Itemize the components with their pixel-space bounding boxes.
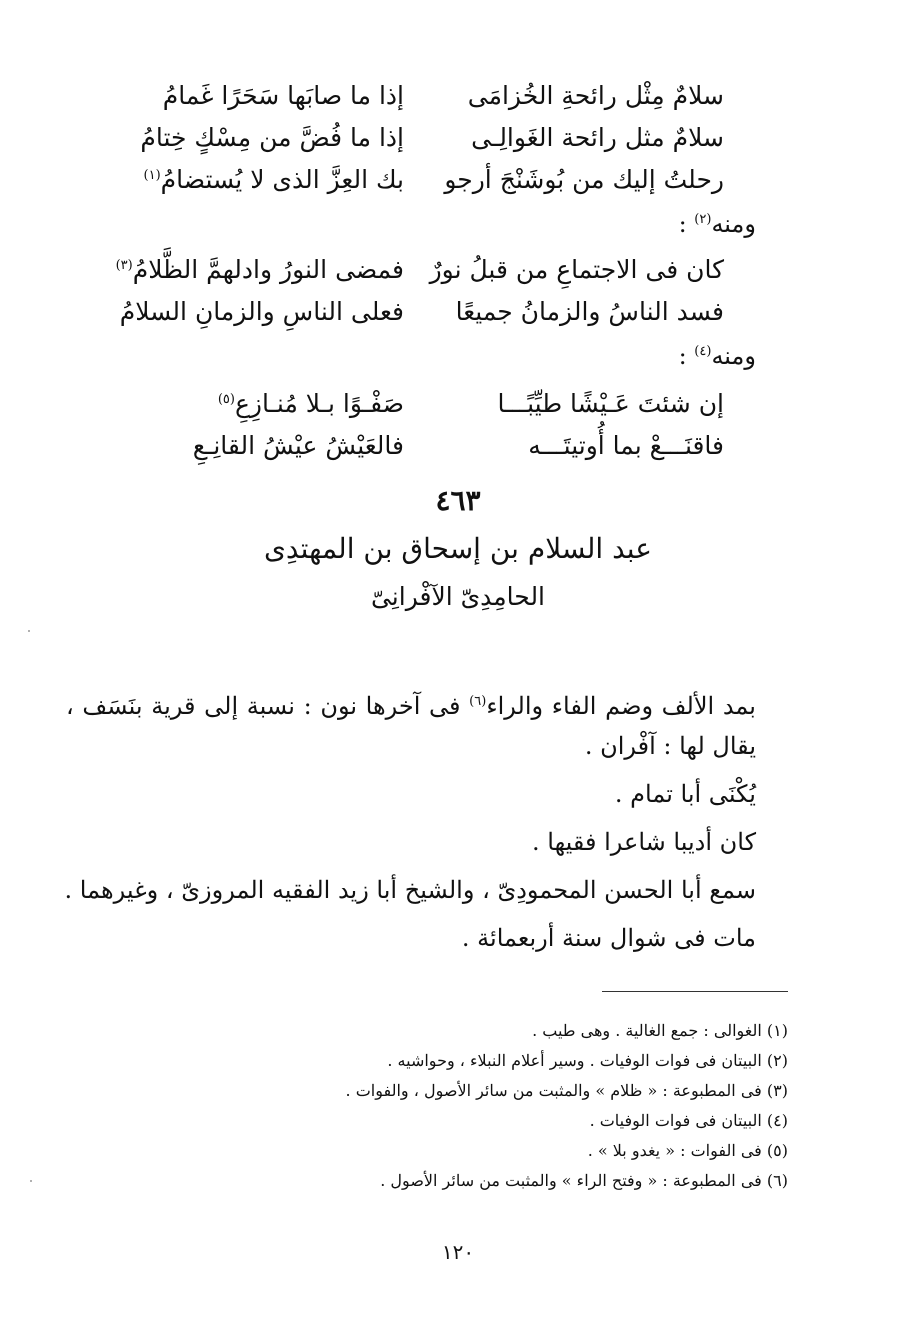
verse-first-hemistich: إن شئتَ عَـيْشًا طيِّبًـــا [497, 389, 724, 418]
section-intro: ومنه$^{(٢)}$ : [678, 210, 756, 238]
verse-second-hemistich: بك العِزَّ الذى لا يُستضامُ$^{(١)}$ [143, 165, 404, 194]
verse-line [134, 424, 724, 468]
verse-second-hemistich: إذا ما صابَها سَحَرًا غَمامُ [162, 81, 404, 110]
footnote: (٥) فى الفوات : « يغدو بلا » . [587, 1141, 788, 1160]
verse-first-hemistich: رحلتُ إليك من بُوشَنْجَ أرجو [444, 165, 724, 194]
verse-line [134, 116, 724, 160]
verse-first-hemistich: فاقنَـــعْ بما أُوتيتَـــه [528, 431, 724, 460]
section-intro: ومنه$^{(٤)}$ : [678, 342, 756, 370]
verse-line [115, 248, 724, 292]
verse-line [134, 74, 724, 118]
entry-name: عبد السلام بن إسحاق بن المهتدِى [264, 532, 652, 565]
footnote: (٣) فى المطبوعة : « ظلام » والمثبت من سائر الأصول ، والفوات . [345, 1081, 788, 1100]
footnote-divider [602, 991, 788, 992]
verse-line [119, 290, 724, 334]
footnote-marker: (٤) [694, 344, 712, 359]
footnote-marker: (٢) [694, 212, 712, 227]
verse-first-hemistich: سلامٌ مِثْل رائحةِ الخُزامَى [467, 81, 724, 110]
footnote-marker: (٣) [115, 258, 133, 273]
footnote: (٦) فى المطبوعة : « وفتح الراء » والمثبت من سائر الأصول . [380, 1171, 788, 1190]
verse-second-hemistich: إذا ما فُضَّ من مِسْكٍ خِتامُ [140, 123, 404, 152]
footnote-marker: (٦) [469, 694, 487, 709]
verse-first-hemistich: كان فى الاجتماعِ من قبلُ نورٌ [429, 255, 724, 284]
footnote: (٢) البيتان فى فوات الوفيات . وسير أعلام النبلاء ، وحواشيه . [387, 1051, 788, 1070]
entry-number: ٤٦٣ [435, 484, 481, 517]
verse-second-hemistich: فمضى النورُ وادلهمَّ الظَّلامُ$^{(٣)}$ [115, 255, 404, 284]
verse-second-hemistich: صَفْـوًا بـلا مُنـازِعِ$^{(٥)}$ [217, 389, 404, 418]
entry-nisba: الحامِدِىّ الآفْرانِىّ [370, 582, 546, 611]
entry-line: كان أديبا شاعرا فقيها . [532, 828, 756, 856]
verse-line [134, 158, 724, 202]
entry-line: يُكْنَى أبا تمام . [614, 780, 756, 808]
entry-paragraph: بمد الألف وضم الفاء والراء$^{(٦)}$ فى آخرها نون : نسبة إلى قرية بنَسَف ، يقال لها : آفْران . [66, 692, 756, 760]
verse-first-hemistich: فسد الناسُ والزمانُ جميعًا [455, 297, 724, 326]
footnote-marker: (١) [143, 168, 161, 183]
entry-line: مات فى شوال سنة أربعمائة . [461, 924, 756, 952]
verse-second-hemistich: فالعَيْشُ عيْشُ القانِـعِ [192, 431, 404, 460]
verse-line [134, 382, 724, 426]
verse-second-hemistich: فعلى الناسِ والزمانِ السلامُ [119, 297, 404, 326]
footnote: (٤) البيتان فى فوات الوفيات . [589, 1111, 788, 1130]
footnote-marker: (٥) [217, 392, 235, 407]
verse-first-hemistich: سلامٌ مثل رائحة الغَوالِـى [471, 123, 724, 152]
scan-speck [28, 630, 30, 632]
entry-line: سمع أبا الحسن المحمودِىّ ، والشيخ أبا زيد الفقيه المروزىّ ، وغيرهما . [64, 876, 756, 904]
footnote: (١) الغوالى : جمع الغالية . وهى طيب . [532, 1021, 788, 1040]
page-number: ١٢٠ [441, 1240, 475, 1264]
scan-speck [30, 1180, 32, 1182]
